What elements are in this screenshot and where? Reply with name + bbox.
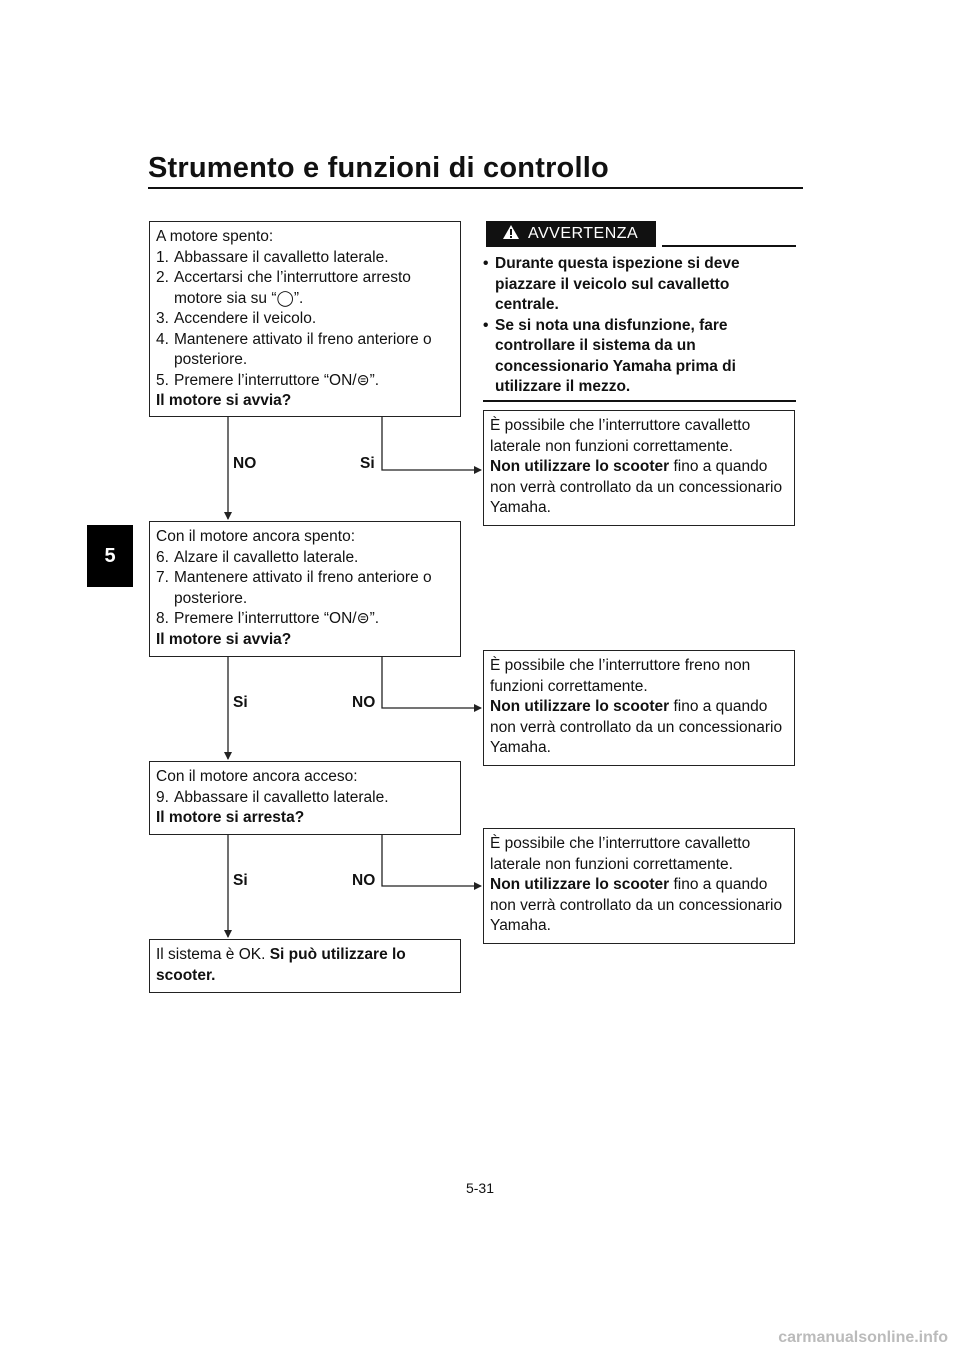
final-text: Il sistema è OK. xyxy=(156,946,270,963)
list-item: 6. Alzare il cavalletto laterale. xyxy=(156,548,359,566)
result3-text: È possibile che l’interruttore cavalletto laterale non funzioni correttamente. xyxy=(490,835,751,873)
final-box xyxy=(149,939,461,993)
list-item: • Se si nota una disfunzione, fare controllare il sistema da un concessionario Yamaha prima di utilizzare il mezzo. xyxy=(483,316,736,395)
list-item: 4. Mantenere attivato il freno anteriore o posteriore. xyxy=(156,330,432,368)
list-item: 9. Abbassare il cavalletto laterale. xyxy=(156,788,389,806)
result3-bold: Non utilizzare lo scooter xyxy=(490,876,670,893)
label-step2-down: Si xyxy=(233,694,248,711)
result-box-2 xyxy=(483,650,795,766)
warning-heading xyxy=(486,221,656,247)
warning-triangle-icon xyxy=(502,224,520,245)
label-step3-down: Si xyxy=(233,872,248,889)
warning-heading-text: AVVERTENZA xyxy=(528,225,639,242)
list-item: 8. Premere l’interruttore “ON/⊜”. xyxy=(156,610,380,627)
step-box-1 xyxy=(149,221,461,417)
label-step1-right: Si xyxy=(360,455,375,472)
step2-intro: Con il motore ancora spento: xyxy=(156,528,356,545)
final-bold: Si può utilizzare lo scooter. xyxy=(156,946,406,984)
step-box-2 xyxy=(149,521,461,657)
label-step3-right: NO xyxy=(352,872,376,889)
label-step1-down: NO xyxy=(233,455,257,472)
step3-question: Il motore si arresta? xyxy=(156,809,305,826)
list-item: 7. Mantenere attivato il freno anteriore o posteriore. xyxy=(156,569,432,607)
connector-2-right xyxy=(382,656,481,708)
list-item: 5. Premere l’interruttore “ON/⊜”. xyxy=(156,371,380,389)
result1-bold: Non utilizzare lo scooter xyxy=(490,458,670,475)
result1-rest: fino a quando non verrà controllato da un concessionario Yamaha. xyxy=(490,458,783,516)
step1-intro: A motore spento: xyxy=(156,228,274,245)
result1-text: È possibile che l’interruttore cavalletto laterale non funzioni correttamente. xyxy=(490,417,751,455)
warning-list xyxy=(483,254,793,398)
warning-rule-top xyxy=(662,245,796,247)
list-item: • Durante questa ispezione si deve piazzare il veicolo sul cavalletto centrale. xyxy=(483,255,740,313)
page-title: Strumento e funzioni di controllo xyxy=(148,152,609,184)
list-item: 3. Accendere il veicolo. xyxy=(156,310,317,327)
step3-intro: Con il motore ancora acceso: xyxy=(156,768,358,785)
chapter-tab: 5 xyxy=(87,525,133,587)
step-box-3 xyxy=(149,761,461,835)
watermark: carmanualsonline.info xyxy=(778,1329,948,1346)
result-box-1 xyxy=(483,410,795,526)
label-step2-right: NO xyxy=(352,694,376,711)
page-number: 5-31 xyxy=(465,1180,495,1196)
result2-bold: Non utilizzare lo scooter xyxy=(490,698,670,715)
result2-rest: fino a quando non verrà controllato da un concessionario Yamaha. xyxy=(490,698,783,756)
list-item: 1. Abbassare il cavalletto laterale. xyxy=(156,248,389,266)
step2-question: Il motore si avvia? xyxy=(156,630,292,648)
warning-rule-bottom xyxy=(483,400,796,402)
connector-3-right xyxy=(382,834,481,886)
result2-text: È possibile che l’interruttore freno non funzioni correttamente. xyxy=(490,657,751,695)
result3-rest: fino a quando non verrà controllato da un concessionario Yamaha. xyxy=(490,876,783,934)
step1-question: Il motore si avvia? xyxy=(156,392,292,409)
result-box-3 xyxy=(483,828,795,944)
connector-1-right xyxy=(382,416,481,470)
list-item: 2. Accertarsi che l’interruttore arresto motore sia su “◯”. xyxy=(156,269,411,307)
